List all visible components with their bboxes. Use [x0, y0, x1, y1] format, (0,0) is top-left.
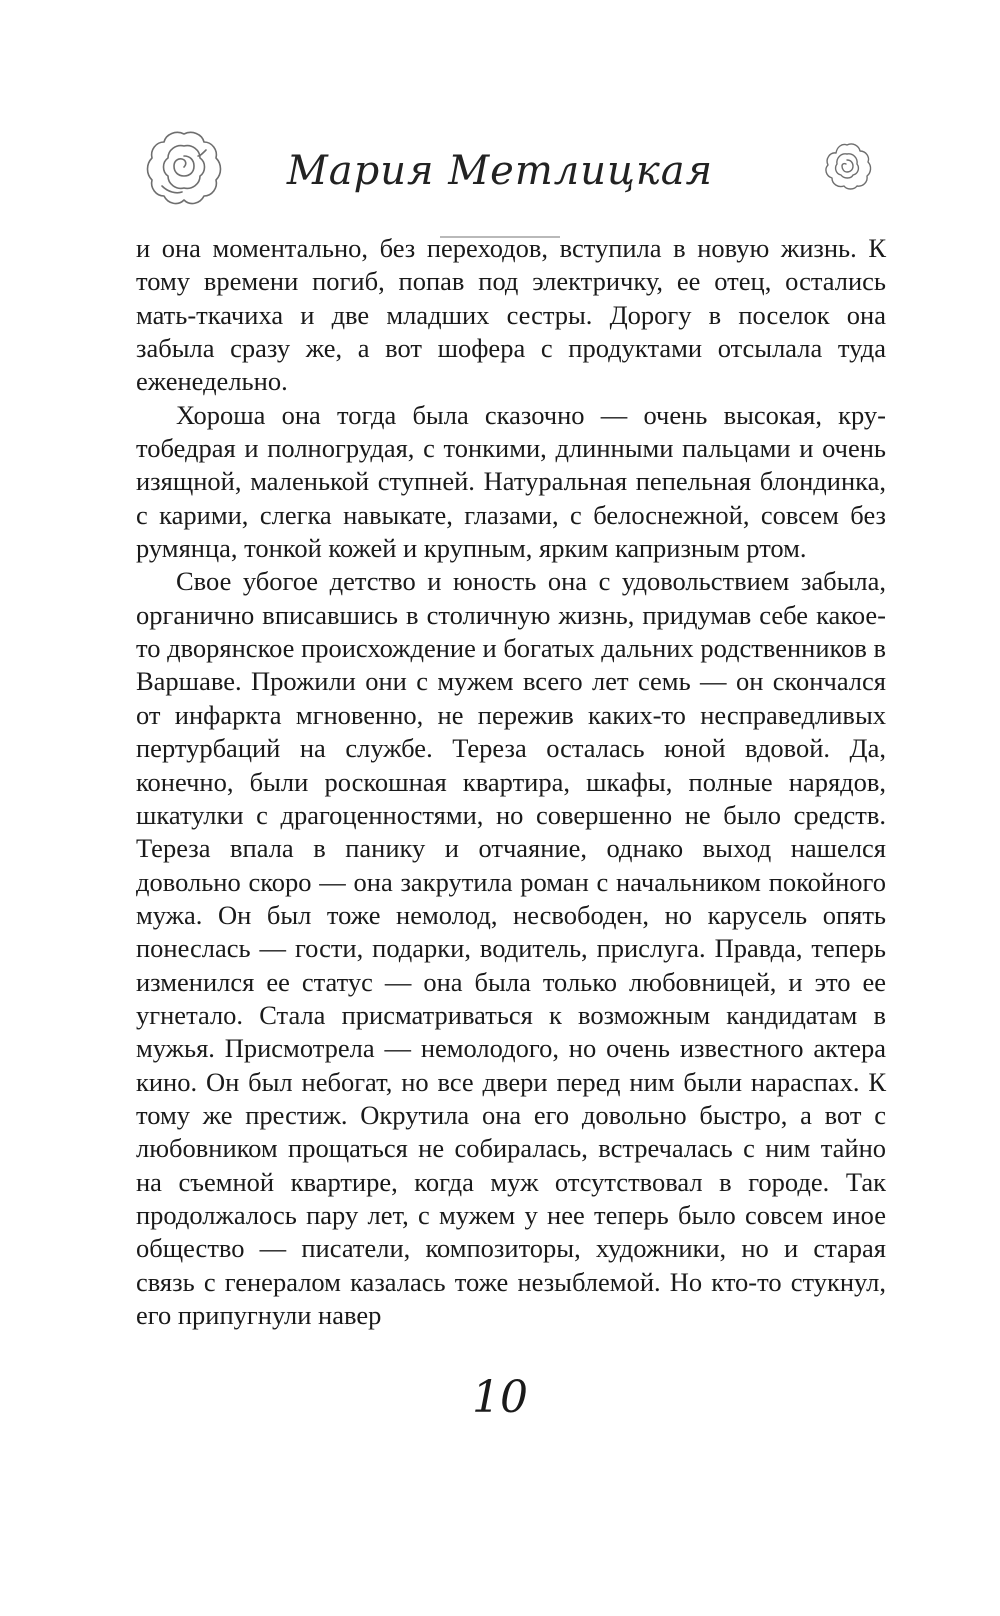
author-name: Мария Метлицкая	[286, 148, 714, 194]
paragraph: Свое убогое детство и юность она с удовольствием забыла, органично вписавшись в столичную жизнь, придумав себе какое-то дворянское происхождение и богатых дальних родственников в Варшаве. Прожили они с мужем всего лет семь — он скончался от инфаркта мгновенно, не пережив каких-то несправедливых пертурбаций на службе. Тереза осталась юной вдовой. Да, конечно, были роскошная квартира, шкафы, полные нарядов, шкатулки с драгоценностями, но совершенно не было средств. Тереза впала в панику и отчаяние, однако выход нашелся довольно скоро — она закрутила роман с начальником покойного мужа. Он был тоже немолод, несвободен, но карусель опять понеслась — гости, подарки, водитель, прислуга. Правда, теперь изменился ее статус — она была только любовницей, и это ее угнетало. Стала присматриваться к возможным кандидатам в мужья. Присмотрела — немолодого, но очень известного актера кино. Он был небогат, но все двери перед ним были нараспах. К тому же престиж. Окрутила она его довольно быстро, а вот с любовником прощаться не собиралась, встречалась с ним тайно на съемной квартире, когда муж отсутствовал в городе. Так продолжалось пару лет, с мужем у нее теперь было совсем иное общество — писатели, композиторы, художники, но и старая связь с генералом казалась тоже незыблемой. Но кто-то стукнул, его припугнули навер	[136, 566, 886, 1330]
paragraph: и она моментально, без переходов, вступила в новую жизнь. К тому времени погиб, попав под электричку, ее отец, остались мать-ткачиха и две младших сестры. Дорогу в поселок она забыла сразу же, а вот шофера с продуктами отсылала туда еженедельно.	[136, 233, 886, 397]
rose-icon	[822, 140, 872, 190]
page-number: 10	[472, 1372, 528, 1423]
body-text	[136, 232, 886, 1332]
paragraph: Хороша она тогда была сказочно — очень высокая, крутобедрая и полногрудая, с тонкими, длинными пальцами и очень изящной, маленькой ступней. Натуральная пепельная блондинка, с карими, слегка навыкате, глазами, с белоснежной, совсем без румянца, тонкой кожей и крупным, ярким капризным ртом.	[136, 399, 886, 564]
running-header	[0, 118, 1000, 248]
